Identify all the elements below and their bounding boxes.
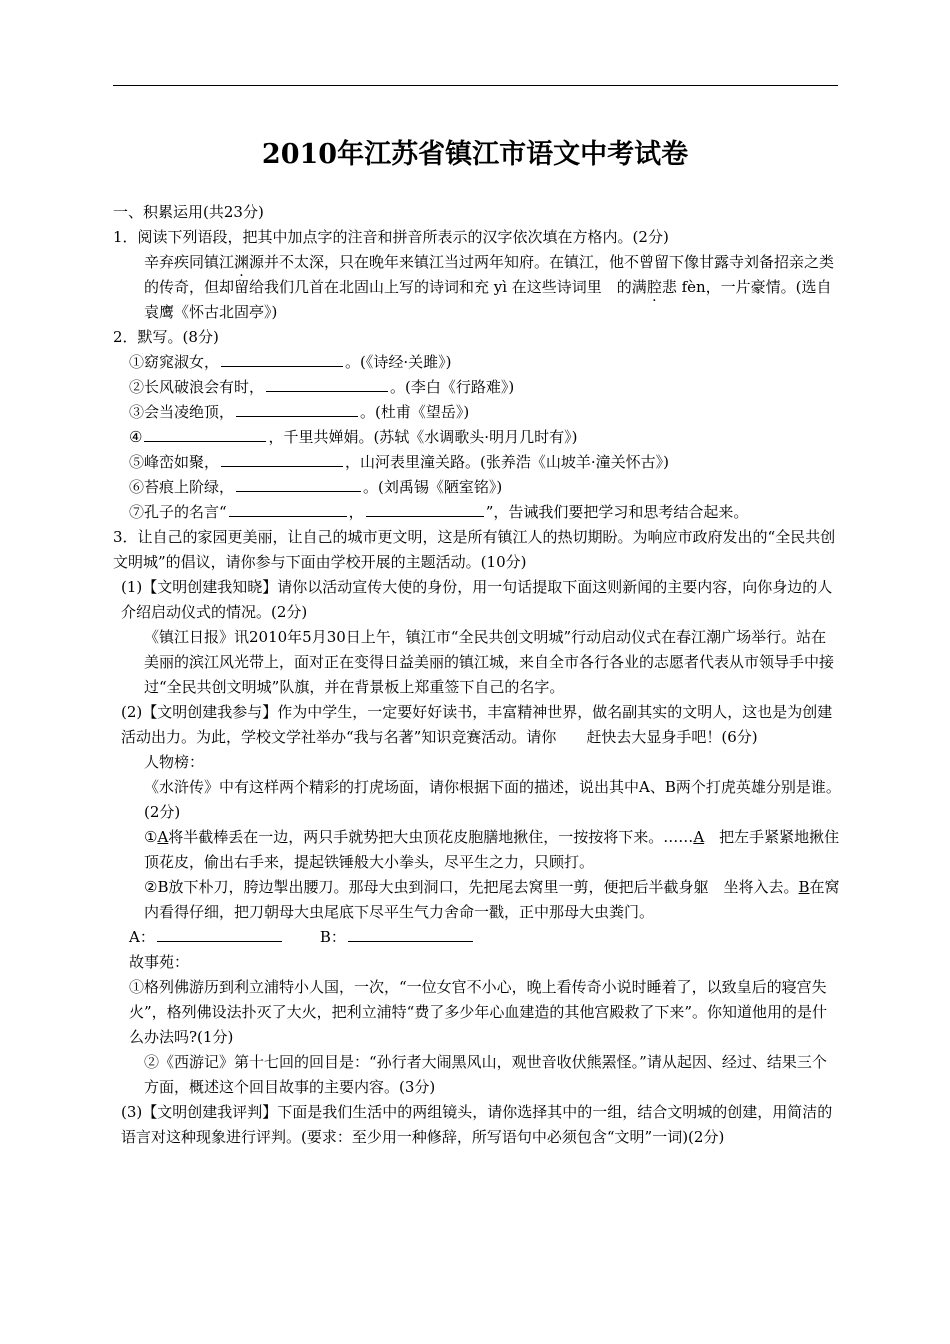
answer-blank[interactable] [221,451,343,467]
q2-stem: 2．默写。(8分) [113,328,219,346]
answer-blank-b[interactable] [348,926,473,942]
q3-sub1: (1)【文明创建我知晓】请你以活动宣传大使的身份，用一句话提取下面这则新闻的主要内容，向你身边的人介绍启动仪式的情况。(2分) [121,578,833,621]
answer-blank-a[interactable] [157,926,282,942]
q3-story-1: ①格列佛游历到利立浦特小人国，一次，“一位女官不小心，晚上看传奇小说时睡着了，以致皇后的寝宫失火”，格列佛设法扑灭了大火，把利立浦特“费了多少年心血建造的其他宫殿救了下来”。你知道他用的是什么办法吗?(1分) [129,978,828,1046]
header-rule [113,85,838,86]
q3-answer-line: A： B： [113,925,841,950]
q3-story-2: ②《西游记》第十七回的回目是：“孙行者大闹黑风山，观世音收伏熊罴怪。”请从起因、经过、结果三个方面，概述这个回目故事的主要内容。(3分) [144,1053,827,1096]
answer-blank[interactable] [236,401,358,417]
exam-body [113,200,841,1150]
q3-sub2: (2)【文明创建我参与】作为中学生，一定要好好读书，丰富精神世界，做名副其实的文明人，这也是为创建活动出力。为此，学校文学社举办“我与名著”知识竞赛活动。请你 赶快去大显身手吧！(6分) [121,703,833,746]
q2-line-4: ④ ，千里共婵娟。(苏轼《水调歌头·明月几时有》) [129,428,578,446]
page-title: 2010年江苏省镇江市语文中考试卷 [261,139,689,170]
answer-blank[interactable] [366,501,484,517]
q1-passage: 辛弃疾同镇江渊源并不太深，只在晚年来镇江当过两年知府。在镇江，他不曾留下像甘露寺刘备招亲之类的传奇，但却留给我们几首在北固山上写的诗词和充 yì 在这些诗词里 的满腔悲 fèn，一片豪情。(选自袁鹰《怀古北固亭》) [144,253,835,321]
q2-line-6: ⑥苔痕上阶绿， 。(刘禹锡《陋室铭》) [129,478,503,496]
answer-blank[interactable] [221,351,343,367]
q2-line-2: ②长风破浪会有时， 。(李白《行路难》) [129,378,515,396]
q3-people-heading: 人物榜： [144,753,205,771]
q2-line-5: ⑤峰峦如聚， ，山河表里潼关路。(张养浩《山坡羊·潼关怀古》) [129,453,669,471]
q3-news: 《镇江日报》讯2010年5月30日上午，镇江市“全民共创文明城”行动启动仪式在春江潮广场举行。站在美丽的滨江风光带上，面对正在变得日益美丽的镇江城，来自全市各行各业的志愿者代表从市领导手中接过“全民共创文明城”队旗，并在背景板上郑重签下自己的名字。 [144,628,835,696]
answer-blank[interactable] [266,376,388,392]
dotted-char: 渊 [234,253,250,271]
q3-stem: 3．让自己的家园更美丽，让自己的城市更文明，这是所有镇江人的热切期盼。为响应市政府发出的“全民共创文明城”的倡议，请你参与下面由学校开展的主题活动。(10分) [113,528,836,571]
section-heading: 一、积累运用(共23分) [113,203,264,221]
dotted-char: 腔 [646,278,662,296]
answer-blank[interactable] [229,501,347,517]
q2-line-1: ①窈窕淑女， 。(《诗经·关雎》) [129,353,452,371]
q3-shuihu: 《水浒传》中有这样两个精彩的打虎场面，请你根据下面的描述，说出其中A、B两个打虎英雄分别是谁。(2分) [144,778,841,821]
answer-blank[interactable] [236,476,361,492]
q1-stem: 1．阅读下列语段，把其中加点字的注音和拼音所表示的汉字依次填在方格内。(2分) [113,228,669,246]
answer-blank[interactable] [144,426,266,442]
q2-line-7: ⑦孔子的名言“ ， ”，告诫我们要把学习和思考结合起来。 [129,503,749,521]
q3-scene-a: ①A将半截棒丢在一边，两只手就势把大虫顶花皮胞膳地揪住，一按按将下来。……A 把左手紧紧地揪住顶花皮，偷出右手来，提起铁锤般大小拳头，尽平生之力，只顾打。 [144,828,840,871]
q3-sub3: (3)【文明创建我评判】下面是我们生活中的两组镜头，请你选择其中的一组，结合文明城的创建，用简洁的语言对这种现象进行评判。(要求：至少用一种修辞，所写语句中必须包含“文明”一词)(2分) [121,1103,833,1146]
q2-line-3: ③会当凌绝顶， 。(杜甫《望岳》) [129,403,470,421]
q3-story-heading: 故事苑： [129,953,190,971]
q3-scene-b: ②B放下朴刀，胯边掣出腰刀。那母大虫到洞口，先把尾去窝里一剪，便把后半截身躯 坐将入去。B在窝内看得仔细，把刀朝母大虫尾底下尽平生气力舍命一戳，正中那母大虫粪门。 [144,878,840,921]
